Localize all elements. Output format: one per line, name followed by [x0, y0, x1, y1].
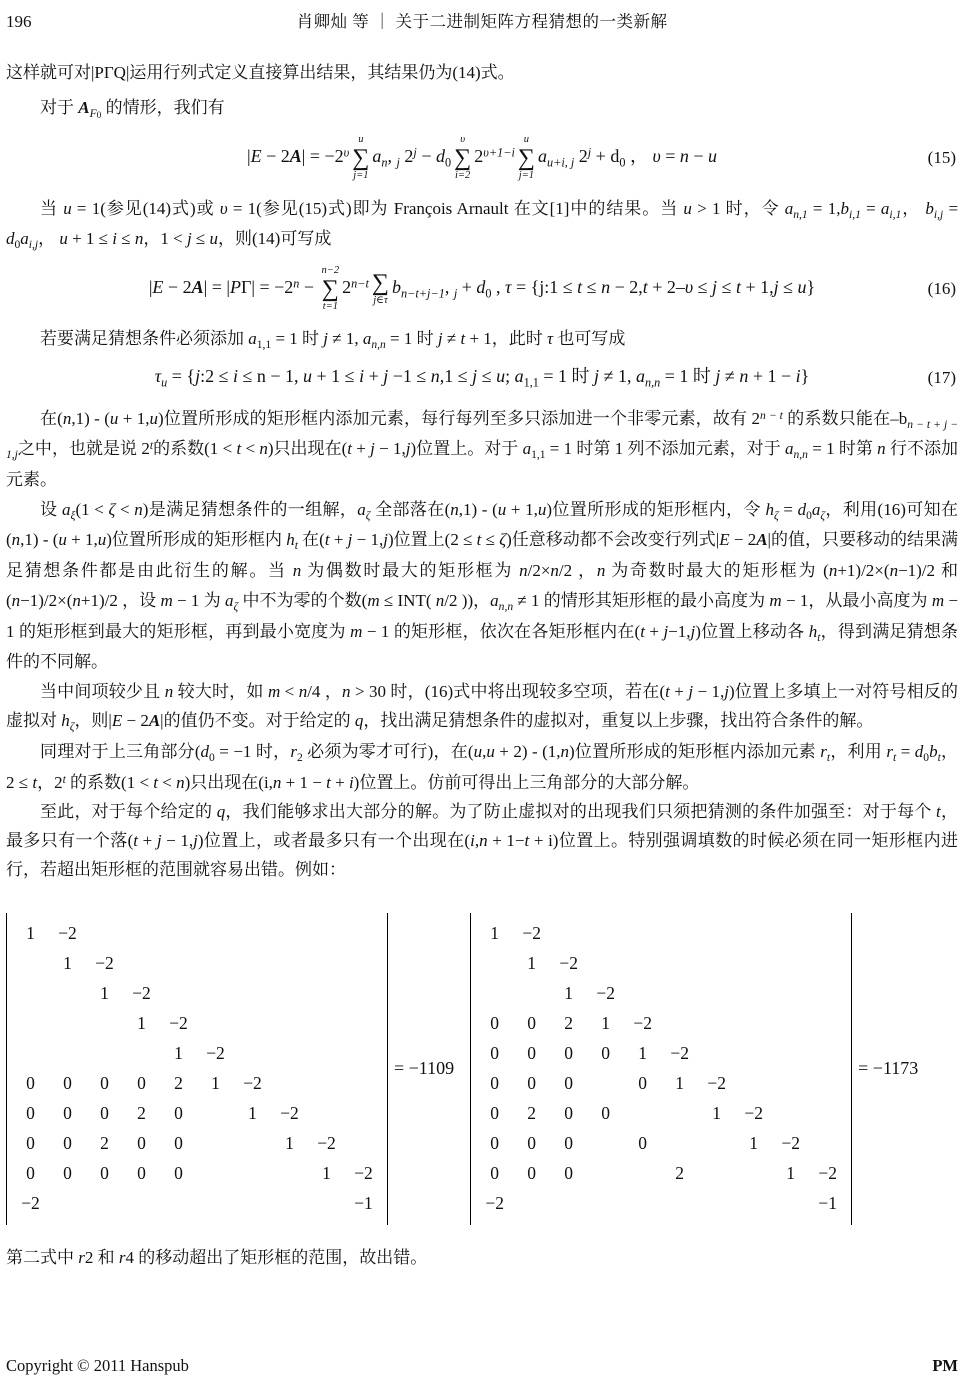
- matrix-cell: [698, 1189, 735, 1219]
- matrix-cell: 0: [63, 1133, 72, 1154]
- matrix-cell: 2: [527, 1103, 537, 1124]
- matrix-cell: [160, 919, 197, 949]
- matrix-cell: [735, 1159, 772, 1189]
- determinant-left-grid: [6, 913, 388, 1225]
- matrix-cell: 0: [564, 1073, 574, 1094]
- matrix-cell: 1: [675, 1073, 685, 1094]
- matrix-cell: [624, 1099, 661, 1129]
- matrix-cell: 0: [564, 1163, 574, 1184]
- matrix-cell: [197, 949, 234, 979]
- summation-operator: υ ∑ i=2: [454, 134, 472, 181]
- matrix-cell: [345, 1069, 382, 1099]
- matrix-cell: 1: [63, 953, 72, 974]
- matrix-cell: 0: [490, 1043, 500, 1064]
- matrix-cell: [624, 1189, 661, 1219]
- matrix-cell: 2: [564, 1013, 574, 1034]
- paragraph-rectangle-frame: 在(n,1) - (u + 1,u)位置所形成的矩形框内添加元素，每行每列至多只添加进一个非零元素，故有 $2^{n - t}$ 的系数只能在$-b_{n - t + j - 1,j}$之中，也就是说 2$^t$的系数(1 < t < n)只出现在(t + j − 1,j)位置上。对于 $a_{1,1} = 1$ 时第 1 列不添加元素，对于 $a_{n,n} = 1$ 时第 n 行不添加元素。: [6, 408, 959, 490]
- matrix-cell: [86, 1039, 123, 1069]
- matrix-cell: 0: [564, 1103, 574, 1124]
- matrix-cell: −2: [132, 983, 151, 1004]
- matrix-cell: −2: [243, 1073, 262, 1094]
- matrix-cell: [123, 1039, 160, 1069]
- matrix-cell: 0: [26, 1103, 35, 1124]
- matrix-cell: −2: [485, 1193, 504, 1214]
- matrix-cell: [234, 1009, 271, 1039]
- matrix-cell: [735, 949, 772, 979]
- matrix-cell: [698, 1009, 735, 1039]
- matrix-cell: [476, 979, 513, 1009]
- matrix-cell: [809, 1009, 846, 1039]
- matrix-cell: 2: [100, 1133, 109, 1154]
- matrix-cell: 0: [490, 1103, 500, 1124]
- matrix-cell: [308, 949, 345, 979]
- matrix-cell: −2: [522, 923, 541, 944]
- matrix-cell: [271, 919, 308, 949]
- matrix-cell: −2: [670, 1043, 689, 1064]
- matrix-cell: [345, 1009, 382, 1039]
- matrix-cell: −2: [559, 953, 578, 974]
- matrix-cell: [698, 1159, 735, 1189]
- matrix-cell: [624, 919, 661, 949]
- matrix-cell: [49, 979, 86, 1009]
- matrix-cell: 0: [638, 1133, 648, 1154]
- matrix-cell: [271, 1069, 308, 1099]
- matrix-cell: [735, 1039, 772, 1069]
- matrix-cell: [661, 949, 698, 979]
- matrix-cell: 1: [638, 1043, 648, 1064]
- matrix-cell: [476, 949, 513, 979]
- matrix-cell: 0: [527, 1073, 537, 1094]
- matrix-cell: 1: [248, 1103, 257, 1124]
- matrix-cell: 1: [322, 1163, 331, 1184]
- matrix-cell: −2: [781, 1133, 800, 1154]
- matrix-cell: [661, 919, 698, 949]
- matrix-cell: [160, 1189, 197, 1219]
- matrix-cell: 0: [174, 1163, 183, 1184]
- matrix-cell: 0: [527, 1133, 537, 1154]
- matrix-cell: [624, 1159, 661, 1189]
- matrix-cell: 0: [26, 1073, 35, 1094]
- summation-operator: u ∑ j=1: [517, 134, 535, 181]
- matrix-cell: 0: [100, 1103, 109, 1124]
- matrix-cell: [234, 949, 271, 979]
- matrix-cell: [698, 1039, 735, 1069]
- paragraph-error-note: 第二式中 r2 和 r4 的移动超出了矩形框的范围，故出错。: [6, 1247, 428, 1267]
- matrix-cell: −2: [206, 1043, 225, 1064]
- matrix-cell: [345, 1099, 382, 1129]
- matrix-cell: [49, 1009, 86, 1039]
- matrix-cell: 0: [100, 1073, 109, 1094]
- matrix-cell: −2: [317, 1133, 336, 1154]
- footer-journal-mark: PM: [932, 1356, 958, 1375]
- matrix-cell: [809, 1099, 846, 1129]
- matrix-cell: [197, 979, 234, 1009]
- matrix-cell: [49, 1039, 86, 1069]
- matrix-cell: [772, 1039, 809, 1069]
- determinant-right-result: = −1173: [858, 1058, 919, 1079]
- matrix-cell: [271, 1159, 308, 1189]
- matrix-cell: [234, 979, 271, 1009]
- matrix-cell: 0: [490, 1133, 500, 1154]
- equation-16-body: $|E - 2A| = |P\Gamma| = -2^n$ − n−2 ∑ t=1 $2^{n-t}$ ∑ j∈τ $b_{n-t+j-1}$, $_j + d_0$ , τ = {j:1 ≤ t ≤ n − 2,t + 2–υ ≤ j ≤ t + 1,j ≤ u}: [148, 265, 816, 312]
- matrix-cell: [661, 1189, 698, 1219]
- matrix-cell: [308, 1009, 345, 1039]
- matrix-cell: [661, 979, 698, 1009]
- matrix-cell: [698, 949, 735, 979]
- matrix-cell: [234, 1129, 271, 1159]
- matrix-cell: [735, 1009, 772, 1039]
- matrix-cell: [345, 949, 382, 979]
- matrix-cell: 0: [564, 1133, 574, 1154]
- matrix-cell: −2: [169, 1013, 188, 1034]
- matrix-cell: [197, 1129, 234, 1159]
- equation-17-number: (17): [927, 368, 956, 388]
- matrix-cell: [197, 1159, 234, 1189]
- matrix-cell: 0: [601, 1043, 611, 1064]
- matrix-cell: [809, 1069, 846, 1099]
- matrix-cell: 0: [174, 1133, 183, 1154]
- matrix-cell: [271, 1189, 308, 1219]
- matrix-cell: 0: [137, 1163, 146, 1184]
- matrix-cell: [12, 949, 49, 979]
- matrix-cell: 1: [712, 1103, 722, 1124]
- matrix-cell: 1: [564, 983, 574, 1004]
- matrix-cell: [197, 919, 234, 949]
- matrix-cell: −2: [818, 1163, 837, 1184]
- summation-operator: u ∑ j=1: [352, 134, 370, 181]
- matrix-cell: 2: [174, 1073, 183, 1094]
- matrix-cell: 0: [601, 1103, 611, 1124]
- matrix-cell: 0: [100, 1163, 109, 1184]
- matrix-cell: [698, 979, 735, 1009]
- matrix-cell: [234, 1189, 271, 1219]
- matrix-cell: [12, 1039, 49, 1069]
- matrix-cell: 0: [174, 1103, 183, 1124]
- matrix-cell: [160, 979, 197, 1009]
- paragraph-conclusion: 至此，对于每个给定的 q，我们能够求出大部分的解。为了防止虚拟对的出现我们只须把猜测的条件加强至：对于每个 t，最多只有一个落(t + j − 1,j)位置上，或者最多只有一个出现在(i,n + 1−t + i)位置上。特别强调填数的时候必须在同一矩形框内进行，若超出矩形框的范围就容易出错。例如：: [6, 801, 959, 880]
- matrix-cell: [234, 919, 271, 949]
- matrix-cell: [735, 1189, 772, 1219]
- matrix-cell: [661, 1099, 698, 1129]
- matrix-cell: [123, 919, 160, 949]
- matrix-cell: [234, 1159, 271, 1189]
- matrix-cell: 1: [26, 923, 35, 944]
- matrix-cell: [86, 1009, 123, 1039]
- paragraph-upper-triangle: 同理对于上三角部分($d_0 = -1$ 时，$r_2$ 必须为零才可行)，在(u,u + 2) - (1,n)位置所形成的矩形框内添加元素 $r_t$，利用 $r_t = d_0b_t$， 2 ≤ t，2$^t$ 的系数(1 < t < n)只出现在(i,n + 1 − t + i)位置上。仿前可得出上三角部分的大部分解。: [6, 741, 958, 792]
- matrix-cell: 0: [527, 1043, 537, 1064]
- matrix-cell: [49, 1189, 86, 1219]
- matrix-cell: −2: [58, 923, 77, 944]
- matrix-cell: [587, 1189, 624, 1219]
- matrix-cell: [123, 949, 160, 979]
- matrix-cell: 2: [675, 1163, 685, 1184]
- matrix-cell: 0: [63, 1073, 72, 1094]
- matrix-cell: 0: [527, 1163, 537, 1184]
- equation-15: [6, 134, 958, 181]
- matrix-cell: [308, 1189, 345, 1219]
- page-header: [6, 8, 958, 32]
- matrix-cell: −2: [596, 983, 615, 1004]
- matrix-cell: 0: [564, 1043, 574, 1064]
- matrix-cell: 1: [490, 923, 500, 944]
- determinant-examples: [6, 913, 958, 1225]
- matrix-cell: [513, 979, 550, 1009]
- matrix-cell: [197, 1189, 234, 1219]
- equation-17: [6, 365, 958, 391]
- paragraph-af0-case: 对于 $A_{F0}$ 的情形，我们有: [40, 98, 225, 122]
- equation-16-number: (16): [927, 278, 956, 298]
- matrix-cell: [809, 979, 846, 1009]
- matrix-cell: −2: [95, 953, 114, 974]
- matrix-cell: [271, 979, 308, 1009]
- matrix-cell: −2: [707, 1073, 726, 1094]
- matrix-cell: −2: [354, 1163, 373, 1184]
- matrix-cell: [587, 1069, 624, 1099]
- matrix-cell: [698, 919, 735, 949]
- matrix-cell: [271, 1009, 308, 1039]
- matrix-cell: 0: [137, 1133, 146, 1154]
- matrix-cell: [550, 1189, 587, 1219]
- matrix-cell: 0: [137, 1073, 146, 1094]
- determinant-right: [470, 913, 918, 1225]
- matrix-cell: [772, 1009, 809, 1039]
- matrix-cell: [308, 979, 345, 1009]
- footer-copyright: Copyright © 2011 Hanspub: [6, 1356, 189, 1375]
- matrix-cell: [308, 1099, 345, 1129]
- equation-15-number: (15): [927, 147, 956, 167]
- running-head: 肖卿灿 等 ｜ 关于二进制矩阵方程猜想的一类新解: [296, 12, 668, 31]
- matrix-cell: 0: [638, 1073, 648, 1094]
- summation-operator: ∑ j∈τ: [371, 270, 390, 307]
- matrix-cell: [772, 1189, 809, 1219]
- matrix-cell: [550, 919, 587, 949]
- matrix-cell: [772, 1069, 809, 1099]
- matrix-cell: [772, 979, 809, 1009]
- matrix-cell: [735, 919, 772, 949]
- matrix-cell: 1: [174, 1043, 183, 1064]
- matrix-cell: [772, 919, 809, 949]
- paragraph-solutions: 设 $a_\xi(1 < \zeta < n)$是满足猜想条件的一组解，$a_\zeta$ 全部落在(n,1) - (u + 1,u)位置所形成的矩形框内，令 $h_\zeta = d_0a_\zeta$，利用(16)可知在(n,1) - (u + 1,u)位置所形成的矩形框内 $h_t$ 在(t + j − 1,j)位置上(2 ≤ t ≤ ζ)任意移动都不会改变行列式|E − 2A|的值，只要移动的结果满足猜想条件都是由此衍生的解。当 n 为偶数时最大的矩形框为 n/2×n/2 ，n 为奇数时最大的矩形框为 (n+1)/2×(n−1)/2 和 (n−1)/2×(n+1)/2 ，设 m − 1 为 $a_\zeta$ 中不为零的个数(m ≤ INT( n/2 ))，$a_{n,n} \ne 1$ 的情形其矩形框的最小高度为 m − 1，从最小高度为 m − 1 的矩形框到最大的矩形框，再到最小宽度为 m − 1 的矩形框，依次在各矩形框内在(t + j−1,j)位置上移动各 $h_t$，得到满足猜想条件的不同解。: [6, 499, 959, 672]
- matrix-cell: [123, 1189, 160, 1219]
- matrix-cell: −2: [744, 1103, 763, 1124]
- paragraph-tau-condition: 若要满足猜想条件必须添加 $a_{1,1} = 1$ 时 j ≠ 1, $a_{n,n} = 1$ 时 j ≠ t + 1，此时 τ 也可写成: [40, 329, 626, 352]
- matrix-cell: −2: [21, 1193, 40, 1214]
- matrix-cell: −1: [818, 1193, 837, 1214]
- equation-15-body: $|E - 2A| = -2^\upsilon$ u ∑ j=1 $a_n$, $_j$ $2^j - d_0$ υ ∑ i=2 $2^{\upsilon+1-i}$ u ∑ j=1 $a_{u+i, j}$ $2^j + d_0$ ， υ = n − u: [246, 134, 718, 181]
- matrix-cell: [587, 949, 624, 979]
- matrix-cell: 1: [786, 1163, 796, 1184]
- determinant-left: [6, 913, 454, 1225]
- paragraph-intro: 这样就可对|PΓQ|运用行列式定义直接算出结果，其结果仍为(14)式。: [6, 63, 515, 82]
- matrix-cell: 0: [527, 1013, 537, 1034]
- summation-operator: n−2 ∑ t=1: [321, 265, 340, 312]
- matrix-cell: [271, 949, 308, 979]
- matrix-cell: [809, 949, 846, 979]
- matrix-cell: [12, 979, 49, 1009]
- page-footer: [6, 1326, 958, 1376]
- matrix-cell: [345, 1039, 382, 1069]
- matrix-cell: [234, 1039, 271, 1069]
- matrix-cell: [661, 1009, 698, 1039]
- equation-16: [6, 265, 958, 312]
- matrix-cell: [160, 949, 197, 979]
- matrix-cell: 1: [601, 1013, 611, 1034]
- matrix-cell: −1: [354, 1193, 373, 1214]
- matrix-cell: 0: [490, 1163, 500, 1184]
- matrix-cell: 0: [63, 1163, 72, 1184]
- matrix-cell: [308, 919, 345, 949]
- matrix-cell: [661, 1129, 698, 1159]
- matrix-cell: [735, 979, 772, 1009]
- matrix-cell: [308, 1069, 345, 1099]
- matrix-cell: [308, 1039, 345, 1069]
- matrix-cell: 0: [490, 1013, 500, 1034]
- matrix-cell: [345, 919, 382, 949]
- matrix-cell: 0: [63, 1103, 72, 1124]
- matrix-cell: [197, 1099, 234, 1129]
- matrix-cell: 1: [137, 1013, 146, 1034]
- matrix-cell: 1: [285, 1133, 294, 1154]
- page-number: 196: [6, 12, 32, 31]
- matrix-cell: 0: [490, 1073, 500, 1094]
- matrix-cell: [772, 949, 809, 979]
- matrix-cell: [513, 1189, 550, 1219]
- paragraph-arnault: 当 u = 1(参见(14)式)或 υ = 1(参见(15)式)即为 François Arnault 在文[1]中的结果。当 u > 1 时，令 $a_{n,1} = 1,b_{i,1} = a_{i,1}$， $b_{i,j} = d_0a_{i,j}$， u + 1 ≤ i ≤ n，1 < j ≤ u，则(14)可写成: [6, 198, 959, 252]
- matrix-cell: [809, 1039, 846, 1069]
- paragraph-virtual-pairs: 当中间项较少且 n 较大时，如 m < n/4 ，n > 30 时，(16)式中将出现较多空项，若在(t + j − 1,j)位置上多填上一对符号相反的虚拟对 $h_\zeta$，则|E − 2A|的值仍不变。对于给定的 q，找出满足猜想条件的虚拟对，重复以上步骤，找出符合条件的解。: [6, 681, 958, 733]
- matrix-cell: 0: [26, 1163, 35, 1184]
- determinant-right-grid: [470, 913, 852, 1225]
- matrix-cell: −2: [280, 1103, 299, 1124]
- matrix-cell: [12, 1009, 49, 1039]
- matrix-cell: [86, 919, 123, 949]
- matrix-cell: [197, 1009, 234, 1039]
- matrix-cell: [345, 979, 382, 1009]
- matrix-cell: 1: [100, 983, 109, 1004]
- matrix-cell: [624, 979, 661, 1009]
- equation-17-body: $\tau_u$ = {j:2 ≤ i ≤ n − 1, u + 1 ≤ i + j −1 ≤ n,1 ≤ j ≤ u; $a_{1,1} = 1$ 时 j ≠ 1, $a_{n,n} = 1$ 时 j ≠ n + 1 − i}: [154, 366, 810, 390]
- matrix-cell: 1: [211, 1073, 220, 1094]
- matrix-cell: 1: [749, 1133, 759, 1154]
- matrix-cell: 2: [137, 1103, 146, 1124]
- matrix-cell: [698, 1129, 735, 1159]
- matrix-cell: [587, 1159, 624, 1189]
- matrix-cell: [345, 1129, 382, 1159]
- matrix-cell: [587, 1129, 624, 1159]
- matrix-cell: 0: [26, 1133, 35, 1154]
- matrix-cell: [809, 1129, 846, 1159]
- matrix-cell: 1: [527, 953, 537, 974]
- matrix-cell: [271, 1039, 308, 1069]
- matrix-cell: [86, 1189, 123, 1219]
- matrix-cell: [587, 919, 624, 949]
- matrix-cell: [624, 949, 661, 979]
- determinant-left-result: = −1109: [394, 1058, 455, 1079]
- matrix-cell: [772, 1099, 809, 1129]
- matrix-cell: [809, 919, 846, 949]
- matrix-cell: −2: [633, 1013, 652, 1034]
- matrix-cell: [735, 1069, 772, 1099]
